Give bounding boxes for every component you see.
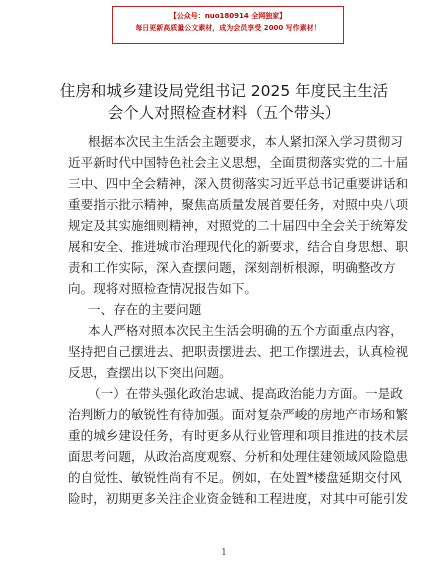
document-title-line-1: 住房和城乡建设局党组书记 2025 年度民主生活 (59, 82, 389, 100)
banner-line-2: 每日更新高质量公文素材，成为会员享受 2000 写作素材！ (135, 24, 321, 32)
body-line-9: 本人严格对照本次民主生活会明确的五个方面重点内容， (88, 323, 403, 338)
body-line-11: 反思，查摆出以下突出问题。 (68, 365, 232, 380)
body-line-4: 重要指示批示精神，聚焦高质量发展首要任务，对照中央八项 (68, 197, 409, 212)
body-line-6: 展和安全、推进城市治理现代化的新要求，结合自身思想、职 (68, 239, 409, 254)
body-line-13: 治判断力的敏锐性有待加强。面对复杂严峻的房地产市场和繁 (68, 407, 409, 422)
body-line-2: 近平新时代中国特色社会主义思想，全面贯彻落实党的二十届 (68, 155, 409, 170)
page-number: 1 (221, 548, 227, 558)
document-title-line-2: 会个人对照检查材料（五个带头） (107, 104, 341, 122)
body-line-3: 三中、四中全会精神，深入贯彻落实习近平总书记重要讲话和 (68, 176, 409, 191)
body-line-15: 面思考问题，从政治高度观察、分析和处理住建领域风险隐患 (68, 449, 409, 464)
body-line-16: 的自觉性、敏锐性尚有不足。例如，在处置*楼盘延期交付风 (68, 470, 402, 485)
body-line-7: 责和工作实际，深入查摆问题，深刻剖析根源，明确整改方 (68, 260, 396, 275)
section-heading-1: 一、存在的主要问题 (88, 302, 202, 317)
body-line-14: 重的城乡建设任务，有时更多从行业管理和项目推进的技术层 (68, 428, 409, 443)
body-line-17: 险时，初期更多关注企业资金链和工程进度，对其中可能引发 (68, 491, 409, 506)
body-line-12: （一）在带头强化政治忠诚、提高政治能力方面。一是政 (88, 386, 403, 401)
body-line-8: 向。现将对照检查情况报告如下。 (68, 281, 257, 296)
promo-banner (112, 6, 344, 44)
body-line-1: 根据本次民主生活会主题要求，本人紧扣深入学习贯彻习 (88, 134, 403, 149)
body-line-10: 坚持把自己摆进去、把职责摆进去、把工作摆进去，认真检视 (68, 344, 409, 359)
banner-line-1: 【公众号：nuo180914 全网独家】 (169, 12, 287, 20)
body-line-5: 规定及其实施细则精神，对照党的二十届四中全会关于统筹发 (68, 218, 409, 233)
